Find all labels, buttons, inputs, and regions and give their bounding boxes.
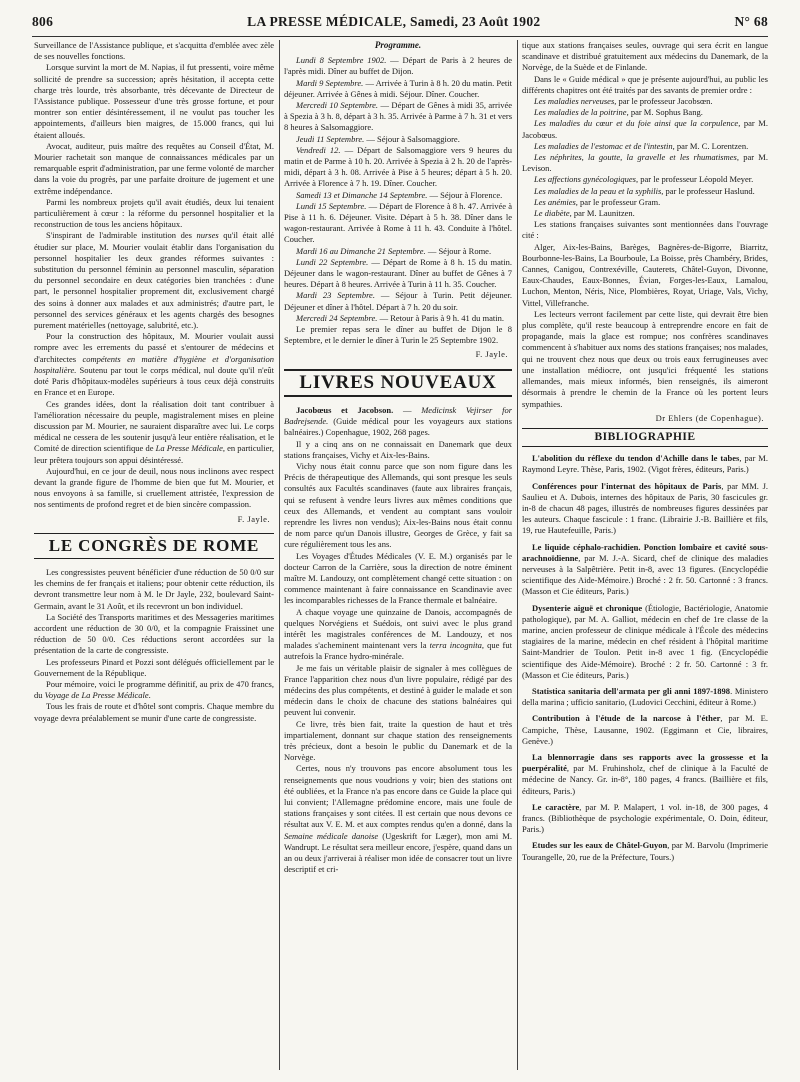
programme-text: — Départ de Paris à 2 heures de l'après midi. Dîner au buffet de Dijon. xyxy=(284,55,512,77)
column-left xyxy=(34,40,274,1070)
chapter-author: , par le professeur Léopold Meyer. xyxy=(635,174,754,185)
signature: F. Jayle. xyxy=(475,349,508,360)
paragraph: Alger, Aix-les-Bains, Barèges, Bagnères-de-Bigorre, Biarritz, Bourbonne-les-Bains, La Bourboule, La Boisse, près Chambéry, Brides, Cannes, Canigou, Contrexéville, Cauterets, Châtel-Guyon, Divonne, Eaux-Chaudes, Eaux-Bonnes, Évian, Forges-les-Eaux, Lamalou, Luchon, Menton, Néris, Nice, Plombières, Royat, Uriage, Vals, Vichy, Vittel, Villefranche. xyxy=(522,241,768,308)
programme-text: — Séjour à Florence. xyxy=(427,189,503,200)
entry-details: , par M. Raymond Leyre. Thèse, Paris, 1902. (Vigot frères, éditeurs, Paris.) xyxy=(522,453,768,475)
entry-details: , par MM. J. Saulieu et A. Dubois, internes des hôpitaux de Paris, 30 fascicules gr. in-8 de chacun 48 pages, illustrés de nombreuses figures dessinées par les auteurs. Chaque fascicule : 1 franc. (Librairie J.-B. Baillière et fils, 19, rue Hautefeuille, Paris.) xyxy=(522,480,768,536)
chapter-author: , par M. Launitzen. xyxy=(569,208,635,219)
column-right xyxy=(522,40,768,1070)
programme-item xyxy=(284,55,512,77)
chapter-title: Les maladies nerveuses xyxy=(534,96,615,107)
programme-text: — Départ de Gênes à midi 35, arrivée à Spezia à 3 h. 8, départ à 3 h. 35. Arrivée à Parme à 7 h. 31 et vers 8 heures à Salsomaggiore. xyxy=(284,100,512,133)
paragraph: tique aux stations françaises seules, ouvrage qui sera écrit en langue scandinave et distribué gratuitement aux médecins du Danemark, de la Norvège, de la Suède et de Finlande. xyxy=(522,40,768,73)
entry-title: Le liquide céphalo-rachidien. Ponction lombaire et cavité sous-arachnoïdienne xyxy=(522,541,768,563)
chapter-item xyxy=(522,141,768,152)
programme-text: — Départ de Florence à 8 h. 47. Arrivée à Pise à 11 h. 6. Déjeuner. Visite. Départ à 5 h. 38. Dîner dans le wagon-restaurant. Arrivée à Rome à 11 h. 43. Conduite à l'hôtel. Coucher. xyxy=(284,200,512,245)
chapter-title: Les maladies de la poitrine xyxy=(534,107,627,118)
chapter-title: Les maladies du cœur et du foie ainsi que la corpulence xyxy=(534,118,739,129)
chapter-title: Les affections gynécologiques xyxy=(534,174,636,185)
entry-title: Dysenterie aiguë et chronique xyxy=(532,602,643,613)
paragraph: Parmi les nombreux projets qu'il avait étudiés, deux lui tenaient particulièrement à cœur : la réforme du personnel hospitalier et la reconstruction de tous les anciens hôpitaux. xyxy=(34,196,274,230)
programme-date: Lundi 22 Septembre. xyxy=(296,256,369,267)
entry-title: Statistica sanitaria dell'armata per gli anni 1897-1898 xyxy=(532,685,731,696)
chapter-title: Les néphrites, la goutte, la gravelle et les rhumatismes xyxy=(534,152,737,163)
column-middle xyxy=(284,40,512,1070)
programme-item xyxy=(284,134,512,145)
paragraph: Ce livre, très bien fait, traite la question de haut et très impartialement, donnant sur chaque station des renseignements très précieux, dont a besoin le public du Danemark et de la Norvège. xyxy=(284,718,512,763)
chapter-item xyxy=(522,174,768,185)
entry-details: , par M. Fruhinsholz, chef de clinique à la Faculté de médecine de Nancy. Gr. in-8°, 180 pages, 4 francs. (Baillière et fils, éditeurs, Paris.) xyxy=(522,763,768,796)
signature: F. Jayle. xyxy=(237,513,270,524)
page-number: 806 xyxy=(32,14,54,29)
programme-date: Lundi 8 Septembre 1902. xyxy=(296,55,387,66)
section-title: LE CONGRÈS DE ROME xyxy=(34,533,274,559)
entry-details: , par M. Barvolu (Imprimerie Tourangelle, 20, rue de la Préfecture, Tours.) xyxy=(522,840,768,862)
chapter-author: , par M. Jacobœus. xyxy=(522,118,768,140)
chapter-title: Les maladies de l'estomac et de l'intestin xyxy=(534,140,673,151)
programme-date: Mardi 9 Septembre. xyxy=(296,77,364,88)
entry-title: Conférences pour l'internat des hôpitaux de Paris xyxy=(532,480,722,491)
programme-text: — Séjour à Turin. Petit déjeuner. Déjeuner et dîner à l'hôtel. Départ à 7 h. 20 du soir. xyxy=(284,290,512,312)
paragraph: Je me fais un véritable plaisir de signaler à mes collègues de France l'apparition chez nous d'un livre populaire, rédigé par des médecins des plus compétents, et destiné à guider le malade et son médecin dans le choix de chacune des stations balnéaires qui peuvent lui convenir. xyxy=(284,662,512,718)
programme-text: — Retour à Paris à 9 h. 41 du matin. xyxy=(377,312,504,323)
entry-details: . Ministero della marina ; ufficio sanitario, (Ludovici Cecchini, éditeur à Rome.) xyxy=(522,685,768,708)
entry-details: , par M. E. Campiche, Thèse, Lausanne, 1902. (Eggimann et Cie, libraires, Genève.) xyxy=(522,713,768,746)
programme-date: Samedi 13 et Dimanche 14 Septembre. xyxy=(296,189,428,200)
programme-date: Vendredi 12. xyxy=(296,144,341,155)
paragraph: Pour mémoire, voici le programme définitif, au prix de 470 francs, du Voyage de La Presse Médicale. xyxy=(34,678,274,701)
chapter-list xyxy=(522,96,768,219)
chapter-title: Le diabète xyxy=(534,208,570,219)
bibliography-entry xyxy=(522,686,768,708)
chapter-item xyxy=(522,208,768,219)
paragraph: Tous les frais de route et d'hôtel sont compris. Chaque membre du voyage devra préalablement se munir d'une carte de congressiste. xyxy=(34,701,274,723)
bibliography-entry xyxy=(522,481,768,537)
programme-item xyxy=(284,145,512,190)
paragraph: Aujourd'hui, en ce jour de deuil, nous nous inclinons avec respect devant la grande figure de l'homme de bien que fut M. Mourier, et nous envoyons à sa famille, si cruellement attristée, l'expression de nos sentiments de profond regret et de bien sincère compassion. xyxy=(34,465,274,510)
bibliography-entry xyxy=(522,542,768,598)
section-title: LIVRES NOUVEAUX xyxy=(284,369,512,397)
programme-item xyxy=(284,201,512,246)
bibliography-entry xyxy=(522,453,768,475)
paragraph: Avocat, auditeur, puis maître des requêtes au Conseil d'État, M. Mourier rachetait son manque de connaissances médicales par un remarquable esprit d'administration, par une ferme volonté de marcher dans la voie du progrès, par une parfaite droiture de jugement et une extrême indépendance. xyxy=(34,140,274,196)
chapter-author: , par le professeur Jacobsœn. xyxy=(614,96,713,107)
chapter-item xyxy=(522,107,768,118)
journal-title: LA PRESSE MÉDICALE, Samedi, 23 Août 1902 xyxy=(247,14,541,29)
programme-date: Lundi 15 Septembre. xyxy=(296,200,367,211)
page-header xyxy=(32,14,768,34)
programme-date: Mardi 16 au Dimanche 21 Septembre. xyxy=(296,245,426,256)
chapter-author: , par M. C. Lorentzen. xyxy=(672,140,749,151)
entry-details: , par M. P. Malapert, 1 vol. in-18, de 300 pages, 4 francs. (Bibliothèque de psychologie expérimentale, O. Doin, éditeur, Paris.) xyxy=(522,801,768,835)
entry-title: Etudes sur les eaux de Châtel-Guyon xyxy=(532,840,668,851)
programme-item xyxy=(284,190,512,201)
header-rule xyxy=(32,36,768,37)
entry-title: La blennorragie dans ses rapports avec la grossesse et la puerpéralité xyxy=(522,751,768,774)
chapter-author: , par le professeur Gram. xyxy=(575,196,661,207)
programme-date: Jeudi 11 Septembre. xyxy=(296,133,365,144)
bibliography-entry xyxy=(522,802,768,836)
chapter-item xyxy=(522,152,768,174)
programme-list xyxy=(284,55,512,324)
paragraph: Surveillance de l'Assistance publique, et s'acquitta d'emblée avec zèle de ses nouvelles fonctions. xyxy=(34,40,274,62)
issue-number: N° 68 xyxy=(734,14,768,29)
paragraph: Les congressistes peuvent bénéficier d'une réduction de 50 0/0 sur les chemins de fer français et italiens; pour obtenir cette réduction, ils devront transmettre leur nom à M. le Dr Jayle, 232, boulevard Saint-Germain, avant le 31 Août, et ils recevront un bon individuel. xyxy=(34,566,274,611)
programme-text: — Départ de Salsomaggiore vers 9 heures du matin et de Parme à 10 h. 20. Arrivée à Spezia à 2 h. 20 de l'après-midi, départ à 3 h. 08. Arrivée à Pise à 5 heures; départ à 5 h. 20. Arrivée à Florence à 7 h. 19. Dîner. Coucher. xyxy=(284,144,512,189)
entry-details: , par M. J.-A. Sicard, chef de clinique des maladies nerveuses à la Salpêtrière. Petit in-8, avec 13 figures. (Encyclopédie scientifique des Aide-Mémoire.) Broché : 2 fr. 50. Cartonné : 3 francs. (Masson et Cie éditeurs, Paris.) xyxy=(522,552,768,597)
signature: Dr Ehlers (de Copenhague). xyxy=(655,412,764,423)
paragraph: Lorsque survint la mort de M. Napias, il fut pressenti, voire même sollicité de prendre sa succession; après hésitation, il accepta cette charge très lourde, très absorbante, très décevante de Directeur de l'Assistance publique. Possesseur d'une très grosse fortune, et pour montrer son entier désintéressement, il ne voulut pas toucher les appointements, d'ailleurs bien maigres, de 15.000 francs, qui lui étaient alloués. xyxy=(34,62,274,140)
programme-date: Mercredi 24 Septembre. xyxy=(296,312,378,323)
programme-item xyxy=(284,257,512,291)
paragraph: Vichy nous était connu parce que son nom figure dans les Précis de thérapeutique des Allemands, qui sont presque les seuls consultés aux Facultés scandinaves (faute aux libraires français, qui se refusent à vendre leurs livres aux mêmes conditions que ceux des Allemands, et vendent au comptant sans vouloir reprendre les livres non vendus); Aix-les-Bains nous était connu de nom parce qu'un Danois illustre, Georges de Grèce, y fait sa cure régulièrement tous les ans. xyxy=(284,460,512,550)
programme-item xyxy=(284,290,512,312)
chapter-item xyxy=(522,96,768,107)
chapter-author: , par M. Sophus Bang. xyxy=(626,107,703,118)
bibliography-entry xyxy=(522,713,768,747)
paragraph: Les professeurs Pinard et Pozzi sont délégués officiellement par le Gouvernement de la République. xyxy=(34,656,274,678)
entry-title: L'abolition du réflexe du tendon d'Achille dans le tabes xyxy=(532,453,740,464)
paragraph: La Société des Transports maritimes et des Messageries maritimes accordent une réduction de 30 0/0, et la compagnie Fraissinet une réduction de 50 0/0. Ces réductions seront accordées sur la présentation de la carte de congressiste. xyxy=(34,611,274,656)
paragraph: S'inspirant de l'admirable institution des nurses qu'il était allé étudier sur place, M. Mourier voulait établir dans l'organisation du personnel hospitalier les deux grandes réformes suivantes : substitution du personnel féminin au personnel masculin, séparation du personnel secondaire en deux catégories bien tranchées : d'une part, le personnel hospitalier proprement dit, exclusivement chargé des soins à donner aux malades et aux administrés; d'autre part, le personnel des services généraux et les agents chargés des besognes purement matérielles (nettoyage, salubrité, etc.). xyxy=(34,230,274,331)
programme-text: — Arrivée à Turin à 8 h. 20 du matin. Petit déjeuner. Arrivée à Gênes à midi. Séjour. Dîner. Coucher. xyxy=(284,77,512,99)
chapter-item xyxy=(522,118,768,140)
programme-date: Mardi 23 Septembre. xyxy=(296,290,375,301)
paragraph: Certes, nous n'y trouvons pas encore absolument tous les renseignements que nous voudrions y voir; bien des stations ont été oubliées, et la France n'a pas encore dans ce Guide la place qui lui convient; l'Allemagne prédomine encore, mais une foule de stations françaises y sont citées. Il est certain que nous devons ce résultat aux V. E. M. et aux comptes rendus qu'en a donné, dans la Semaine médicale danoise (Ugeskrift for Læger), mon ami M. Wandrupt. Le résultat sera meilleur encore, j'espère, quand dans un an ou deux j'arriverai à réaliser mon idée de consacrer tout un livre descriptif et cri- xyxy=(284,763,512,875)
column-divider xyxy=(279,40,280,1070)
bibliography-list xyxy=(522,453,768,863)
entry-details: (Étiologie, Bactériologie, Anatomie pathologique), par M. A. Galliot, médecin en chef de 1re classe de la marine, ancien professeur de clinique médicale à l'École des médecins stagiaires de la marine, médecin en chef résident à l'hôpital maritime Saint-Mandrier de Toulon. Petit in-8 avec 1 fig. (Encyclopédie scientifique des Aide-Mémoire). Broché : 2 fr. 50. Cartonné : 3 fr. (Masson et Cie éditeurs, Paris.) xyxy=(522,602,768,680)
paragraph: Les lecteurs verront facilement par cette liste, qui devrait être bien plus complète, qu'il reste beaucoup à entreprendre encore en fait de propagande, mais la glace est rompue; nos confrères scandinaves commencent à s'habituer aux noms des stations françaises; nos malades, qui ne trouvent chez nous que deux ou trois eaux ferrugineuses avec une installation médiocre, ont jusqu'ici fréquenté les stations allemandes, mais mieux informés, bien renseignés, ils aimeront désormais à prendre le chemin de la France où les portent leurs sympathies. xyxy=(522,308,768,409)
paragraph: Les stations françaises suivantes sont mentionnées dans l'ouvrage cité : xyxy=(522,219,768,241)
chapter-item xyxy=(522,186,768,197)
programme-item xyxy=(284,100,512,134)
programme-item xyxy=(284,246,512,257)
programme-text: — Départ de Rome à 8 h. 15 du matin. Déjeuner dans le wagon-restaurant. Dîner au buffet de Gênes à 7 heures. Départ à 8 heures. Arrivée à Turin à 11 h. 35. Coucher. xyxy=(284,256,512,290)
paragraph: Pour la construction des hôpitaux, M. Mourier voulait aussi rompre avec les errements du passé et s'entourer de médecins et d'architectes compétents en matière d'hygiène et d'organisation hospitalière. Soutenu par tout le corps médical, nul doute qu'il n'eût doté Paris d'hôpitaux-modèles supérieurs à tous ceux déjà construits en France et en Europe. xyxy=(34,331,274,398)
chapter-item xyxy=(522,197,768,208)
paragraph: Il y a cinq ans on ne connaissait en Danemark que deux stations françaises, Vichy et Aix-les-Bains. xyxy=(284,438,512,460)
paragraph: Le premier repas sera le dîner au buffet de Dijon le 8 Septembre, et le dernier le dîner à Turin le 25 Septembre 1902. xyxy=(284,324,512,346)
bibliography-entry xyxy=(522,752,768,797)
paragraph: Ces grandes idées, dont la réalisation doit tant contribuer à l'amélioration nécessaire du peuple, magistralement mises en pleine discussion par M. Mourier, ne sauraient disparaître avec lui. Le corps médical ne cessera de les soutenir jusqu'à leur entière réalisation, et le Comité de direction scientifique de La Presse Médicale, en particulier, leur prêtera toujours son appui désintéressé. xyxy=(34,398,274,465)
paragraph: A chaque voyage une quinzaine de Danois, accompagnés de quelques Norvégiens et Suédois, ont suivi avec le plus grand intérêt les magistrales conférences de M. Landouzy, et nos malades s'acheminent maintenant vers la terra incognita, que fut autrefois la France hydro-minérale. xyxy=(284,606,512,662)
book-entry: Jacobœus et Jacobson. — Medicinsk Vejirser for Badrejsende. (Guide médical pour les voyageurs aux stations balnéaires.) Copenhague, 1902, 268 pages. xyxy=(284,404,512,438)
programme-date: Mercredi 10 Septembre. xyxy=(296,100,379,111)
entry-title: Le caractère xyxy=(532,801,580,812)
chapter-author: , par M. Levison. xyxy=(522,152,768,174)
chapter-title: Les anémies xyxy=(534,196,576,207)
chapter-title: Les maladies de la peau et la syphilis xyxy=(534,185,662,196)
paragraph: Dans le « Guide médical » que je présente aujourd'hui, au public les différents chapitres ont été traités par des savants de premier ordre : xyxy=(522,73,768,95)
programme-title: Programme. xyxy=(374,40,422,50)
programme-item xyxy=(284,78,512,100)
paragraph: Les Voyages d'Études Médicales (V. E. M.) organisés par le docteur Carron de la Carrière, sous la direction de notre éminent maître M. Landouzy, ont complètement changé cette situation : on commence maintenant à faire connaissance en Scandinavie avec les incomparables richesses de la France thermale et balnéaire. xyxy=(284,550,512,606)
programme-item xyxy=(284,313,512,324)
section-title: BIBLIOGRAPHIE xyxy=(522,428,768,447)
entry-title: Contribution à l'étude de la narcose à l'éther xyxy=(532,713,721,724)
chapter-author: , par le professeur Haslund. xyxy=(661,185,755,196)
column-divider xyxy=(517,40,518,1070)
programme-text: — Séjour à Salsomaggiore. xyxy=(364,133,460,144)
bibliography-entry xyxy=(522,603,768,681)
programme-text: — Séjour à Rome. xyxy=(425,245,492,256)
bibliography-entry xyxy=(522,840,768,862)
